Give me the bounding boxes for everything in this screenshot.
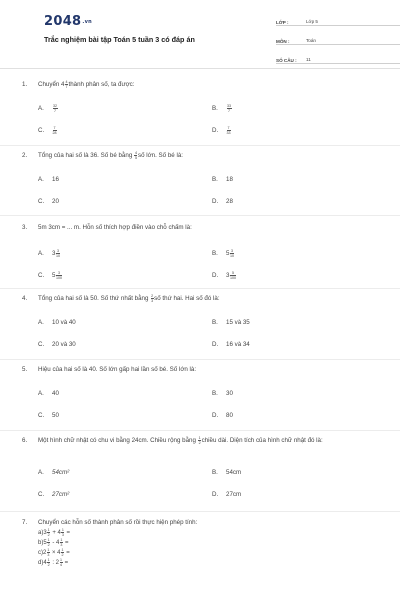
option-value: 20 và 30	[52, 341, 76, 349]
option-c[interactable]	[38, 411, 59, 421]
option-key: A.	[38, 105, 44, 113]
option-value: 18	[226, 176, 233, 184]
calc-label: b)5	[38, 540, 47, 547]
question-7	[22, 518, 380, 568]
option-d[interactable]	[212, 411, 233, 421]
question-text	[38, 294, 380, 304]
question-divider	[0, 511, 400, 512]
question-text: Hiệu của hai số là 40. Số lớn gấp hai lần số bé. Số lớn là:	[38, 366, 197, 373]
option-key: C.	[38, 412, 45, 419]
option-key: D.	[212, 341, 219, 349]
question-text	[38, 80, 380, 90]
fraction: $\frac{32}{7}$	[53, 104, 57, 114]
option-a[interactable]	[38, 104, 58, 114]
option-a[interactable]	[38, 175, 59, 185]
fraction: $\frac{1}{3}$	[61, 528, 64, 537]
meta-value: Lớp 5	[306, 19, 318, 24]
question-number: 7.	[22, 519, 28, 526]
option-key: A.	[38, 250, 44, 258]
option-value: 80	[226, 412, 233, 419]
question-text-part: Chuyển 4	[38, 81, 65, 89]
fraction: $\frac{7}{33}$	[226, 126, 231, 136]
option-c[interactable]	[38, 340, 76, 350]
question-text: 5m 3cm = ... m. Hỗn số thích hợp điền vào chỗ chấm là:	[38, 224, 192, 231]
mixed-whole: 3	[226, 272, 230, 280]
option-value: 28	[226, 198, 233, 206]
meta-value: Toán	[306, 38, 316, 43]
question-number: 6.	[22, 437, 28, 444]
option-b[interactable]	[212, 175, 233, 185]
fraction: $\frac{1}{3}$	[60, 538, 63, 548]
calc-item-b	[38, 538, 380, 548]
option-key: B.	[212, 250, 218, 258]
question-divider	[0, 215, 400, 216]
option-key: C.	[38, 491, 45, 499]
option-value: 10 và 40	[52, 319, 76, 327]
question-3	[22, 223, 380, 280]
option-key: B.	[212, 176, 218, 184]
option-b[interactable]	[212, 104, 232, 114]
fraction: $\frac{3}{100}$	[55, 271, 62, 280]
meta-row-class	[276, 14, 400, 26]
option-key: B.	[212, 390, 218, 397]
question-number: 4.	[22, 295, 28, 302]
option-value: 54cm²	[52, 469, 70, 477]
calc-op: + 4	[50, 530, 61, 537]
calc-end: =	[63, 560, 69, 567]
option-key: D.	[212, 272, 219, 280]
logo-suffix: .vn	[82, 18, 93, 25]
calc-label: a)3	[38, 530, 47, 537]
question-number: 1.	[22, 81, 28, 88]
option-c[interactable]	[38, 126, 57, 136]
calc-op: - 4	[50, 540, 60, 547]
calc-op: × 4	[50, 550, 61, 557]
question-divider	[0, 145, 400, 146]
option-key: A.	[38, 469, 44, 477]
option-b[interactable]	[212, 468, 241, 478]
option-key: A.	[38, 176, 44, 184]
option-value: 27cm²	[52, 491, 70, 499]
fraction: $\frac{33}{7}$	[227, 104, 231, 114]
question-number: 5.	[22, 366, 28, 373]
question-divider	[0, 359, 400, 360]
worksheet-meta	[276, 14, 400, 71]
fraction: $\frac{1}{2}$	[47, 538, 50, 548]
option-key: B.	[212, 319, 218, 327]
question-text-part: thành phân số, ta được:	[68, 81, 135, 89]
question-text-part: chiều dài. Diện tích của hình chữ nhật đó là:	[201, 437, 323, 445]
calc-op: : 2	[50, 560, 60, 567]
fraction: $\frac{1}{2}$	[47, 528, 50, 537]
meta-key: MÔN :	[276, 39, 290, 44]
logo-text: 2048	[44, 14, 82, 29]
option-a[interactable]	[38, 389, 59, 399]
option-d[interactable]	[212, 271, 236, 281]
meta-key: LỚP :	[276, 20, 289, 25]
option-b[interactable]	[212, 249, 234, 259]
fraction: $\frac{7}{28}$	[52, 126, 57, 136]
fraction: $\frac{5}{100}$	[229, 271, 236, 280]
worksheet-header	[22, 0, 378, 68]
option-key: C.	[38, 341, 45, 349]
question-text: Chuyển các hỗn số thành phân số rồi thực hiện phép tính:	[38, 519, 198, 526]
question-5	[22, 365, 380, 419]
calc-item-a	[38, 528, 380, 538]
option-a[interactable]	[38, 318, 76, 328]
option-key: D.	[212, 127, 219, 135]
option-key: C.	[38, 127, 45, 135]
option-d[interactable]	[212, 126, 231, 136]
calc-end: =	[64, 550, 70, 557]
question-text-part: Tổng của hai số là 50. Số thứ nhất bằng	[38, 295, 151, 303]
option-d[interactable]	[212, 197, 233, 207]
question-text-part: số lớn. Số bé là:	[137, 152, 183, 160]
question-text	[38, 436, 380, 446]
meta-key: SỐ CÂU :	[276, 58, 297, 63]
option-key: B.	[212, 469, 218, 477]
option-value: 16	[52, 176, 59, 184]
meta-row-count	[276, 52, 400, 64]
question-number: 2.	[22, 152, 28, 159]
page-title: Trắc nghiệm bài tập Toán 5 tuần 3 có đáp án	[44, 35, 195, 44]
fraction: $\frac{4}{5}$	[134, 151, 137, 160]
option-key: C.	[38, 272, 45, 280]
option-c[interactable]	[38, 490, 69, 500]
mixed-whole: 5	[52, 272, 56, 280]
fraction: $\frac{1}{2}$	[198, 436, 201, 445]
meta-row-subject	[276, 33, 400, 45]
question-4	[22, 294, 380, 349]
site-logo[interactable]	[44, 14, 92, 29]
fraction: $\frac{1}{3}$	[47, 548, 50, 558]
option-value: 30	[226, 390, 233, 397]
question-text-part: Một hình chữ nhật có chu vi bằng 24cm. Chiều rộng bằng	[38, 437, 198, 445]
option-key: C.	[38, 198, 45, 206]
fraction: $\frac{3}{10}$	[55, 249, 60, 258]
mixed-whole: 5	[226, 250, 230, 258]
option-value: 20	[52, 198, 59, 206]
option-b[interactable]	[212, 318, 250, 328]
fraction: $\frac{4}{7}$	[65, 80, 68, 89]
question-text-part: số thứ hai. Hai số đó là:	[154, 295, 220, 303]
option-value: 54cm	[226, 469, 242, 477]
option-key: A.	[38, 319, 44, 327]
fraction: $\frac{1}{2}$	[61, 548, 64, 558]
option-d[interactable]	[212, 340, 250, 350]
calc-end: =	[64, 530, 71, 537]
option-value: 50	[52, 412, 59, 419]
option-key: D.	[212, 412, 219, 419]
option-key: D.	[212, 198, 219, 206]
calc-item-d	[38, 558, 380, 568]
calc-end: =	[63, 540, 69, 547]
fraction: $\frac{3}{10}$	[229, 249, 234, 258]
option-b[interactable]	[212, 389, 233, 399]
option-value: 40	[52, 390, 59, 397]
option-a[interactable]	[38, 468, 69, 478]
meta-value: 11	[306, 57, 311, 62]
mixed-whole: 3	[52, 250, 56, 258]
question-number: 3.	[22, 224, 28, 231]
fraction: $\frac{2}{3}$	[151, 294, 154, 303]
question-divider	[0, 430, 400, 431]
option-key: A.	[38, 390, 44, 397]
option-key: B.	[212, 105, 218, 113]
calc-label: d)4	[38, 560, 47, 567]
option-a[interactable]	[38, 249, 60, 259]
option-value: 16 và 34	[226, 341, 250, 349]
calc-label: c)2	[38, 550, 47, 557]
calc-item-c	[38, 548, 380, 558]
option-value: 27cm	[226, 491, 242, 499]
header-divider	[0, 68, 400, 69]
option-c[interactable]	[38, 271, 62, 281]
question-text	[38, 151, 380, 161]
question-1	[22, 80, 380, 136]
option-d[interactable]	[212, 490, 241, 500]
fraction: $\frac{1}{2}$	[47, 558, 50, 568]
fraction: $\frac{1}{4}$	[60, 558, 63, 568]
option-key: D.	[212, 491, 219, 499]
option-c[interactable]	[38, 197, 59, 207]
question-2	[22, 151, 380, 206]
question-divider	[0, 288, 400, 289]
question-text-part: Tổng của hai số là 36. Số bé bằng	[38, 152, 134, 160]
question-6	[22, 436, 380, 499]
option-value: 15 và 35	[226, 319, 250, 327]
